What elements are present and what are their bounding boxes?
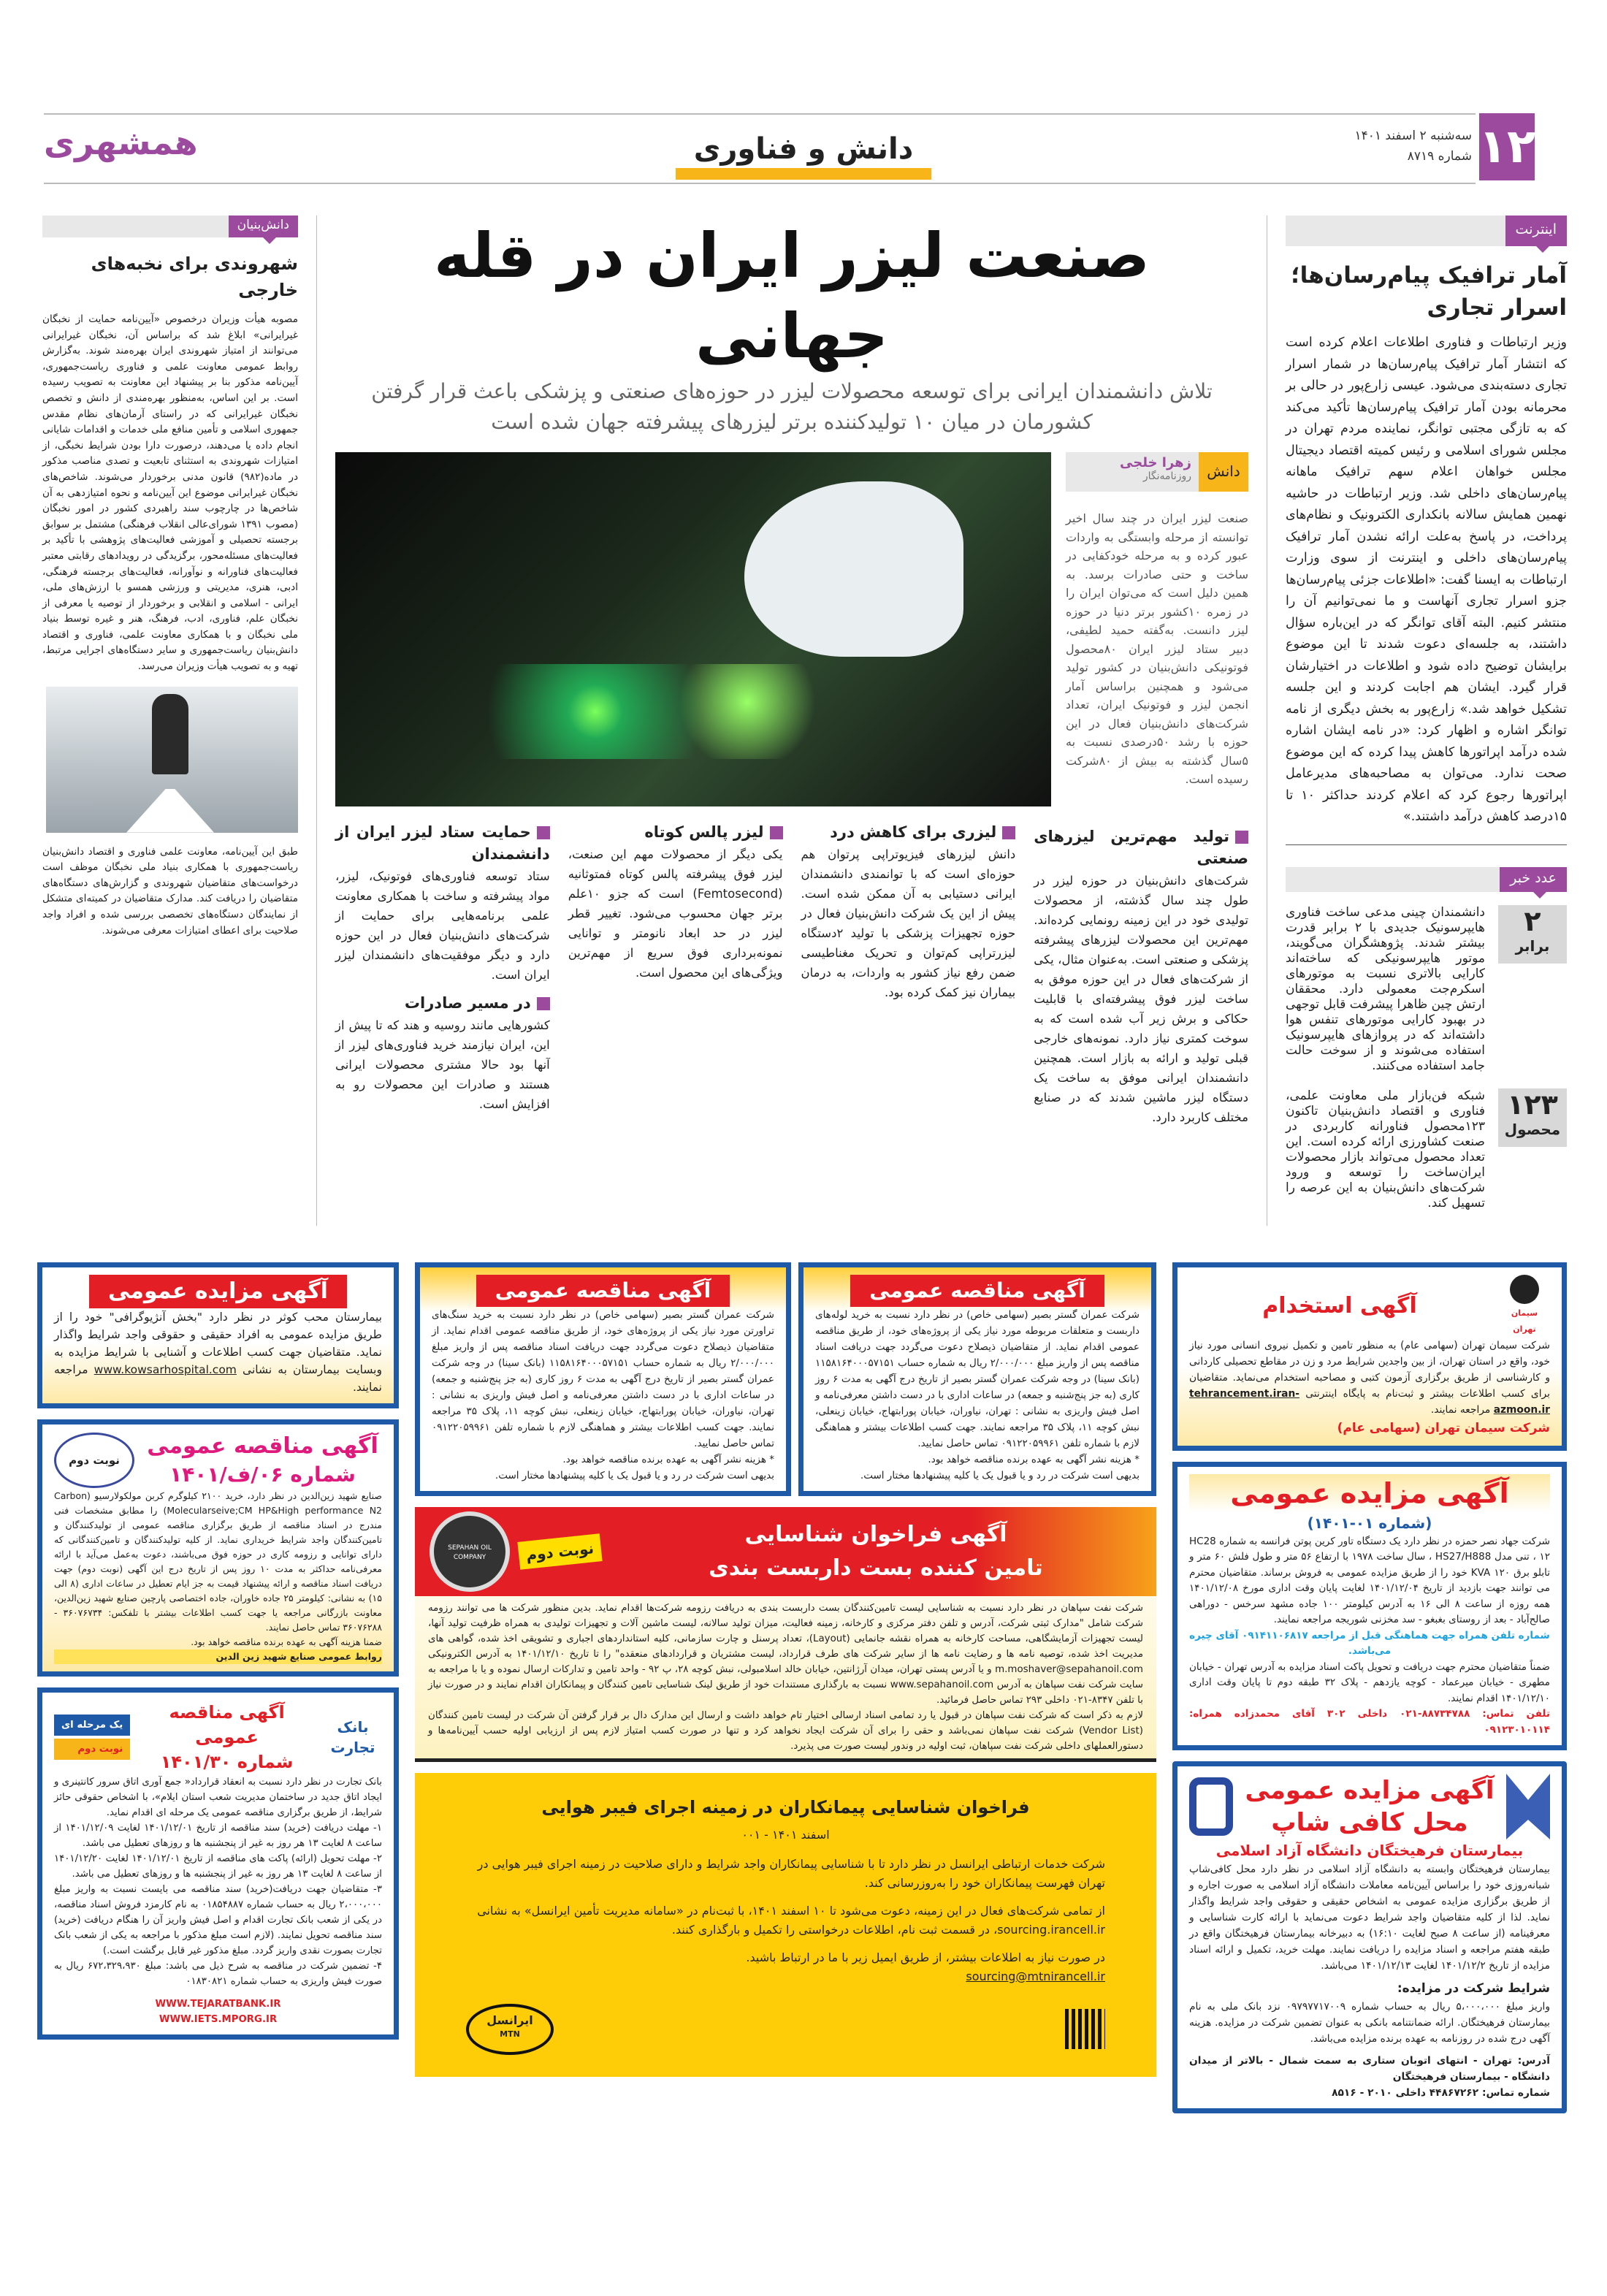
lead-subsection	[335, 821, 550, 985]
number-news-text: شبکه فن‌بازار ملی معاونت علمی، فناوری و اقتصاد دانش‌بنیان تاکنون ۱۲۳محصول فناورانه کاربردی در صنعت کشاورزی ارائه کرده است. این تعداد محصول می‌تواند بازار محصولات ایران‌ساخت را توسعه و ورود شرکت‌های دانش‌بنیان به این عرصه را تسهیل کند.	[1286, 1088, 1485, 1210]
ad-signature: شرکت سیمان تهران (سهامی عام)	[1337, 1420, 1550, 1435]
logo-text: ایرانسل	[486, 2013, 533, 2027]
ad-body-tail: بدیهی است شرکت در رد و یا قبول یک یا کلیه پیشنهادها مختار است.	[860, 1469, 1140, 1481]
lead-subhead: تلاش دانشمندان ایرانی برای توسعه محصولات لیزر در حوزه‌های صنعتی و پزشکی باعث قرار گرفتن کشورمان در میان ۱۰ تولیدکننده برتر لیزرهای پیشرفته جهان شده است	[371, 379, 1213, 434]
ad-conditions-title: شرایط شرکت در مزایده:	[1397, 1981, 1550, 1996]
farhikhtegan-hospital-logo	[1189, 1777, 1233, 1836]
issue-number: شماره ۸۷۱۹	[1407, 149, 1472, 164]
ad-titles	[610, 1518, 1142, 1585]
subsection-text: دانش لیزرهای فیزیوتراپی پرتوان هم حوزه‌ای است که با توانمندی دانشمندان ایرانی دستیابی به آن ممکن شده است. پیش از این یک شرکت دانش‌بنیان فعال در حوزه تجهیزات پزشکی با تولید ۲دستگاه لیزرتراپی کم‌توان و تحریک مغناطیسی ضمن رفع نیاز کشور به واردات، به درمان بیماران نیز کمک کرده بود.	[801, 847, 1016, 999]
ad-item: ۳- متقاضیان جهت دریافت(خرید) سند مناقصه می بایست نسبت به واریز مبلغ ۲،۰۰۰،۰۰۰ ریال به حساب شماره ۰۱۸۵۴۸۸۷ به نام کارمزد فروش اسناد مناقصه، در یکی از شعب بانک تجارت اقدام و اصل فیش واریز آن را هنگام دریافت (خرید) سند مناقصه تحویل نمایند. (لازم است مبلغ مذکور با مراجعه به یکی از شعب بانک تجارت بصورت نقدی واریز گردد. مبلغ مذکور غیر قابل برگشت است.)	[54, 1883, 382, 1956]
subsection-text: شرکت‌های دانش‌بنیان در حوزه لیزر در طول چند سال گذشته، از محصولات تولیدی خود در این زمینه رونمایی کرده‌اند. مهم‌ترین این محصولات لیزرهای پیشرفته پزشکی و صنعتی است. به‌عنوان مثال، یکی از شرکت‌های فعال در این حوزه موفق به ساخت لیزر فوق پیشرفته‌ای با قابلیت حکاکی و برش زیر آب شده است که به سوخت کمتری نیاز دارد. نمونه‌های خارجی قبلی تولید و ارائه به بازار است. همچنین دانشمندان ایرانی موفق به ساخت یک دستگاه لیزر ماشین شدند که در صنایع مختلف کاربرد دارد.	[1034, 874, 1248, 1124]
ad-title: آگهی مزایده عمومی	[1189, 1474, 1550, 1512]
ad-farhikhtegan-auction	[1172, 1761, 1567, 2113]
ad-body-note: لازم به ذکر است که شرکت نفت سپاهان در قبول یا رد تمامی اسناد ارسالی اختیار تام خواهد داشت و ارسال این مدارک دال بر قرار گرفتن آن شرکت در لیست تامین کنندگان (Vendor List) شرکت نفت سپاهان نمی‌باشد و حقی را برای آن شرکت ایجاد نخواهد کرد و تنها در صورت کسب امتیاز لازم پس از ارزیابی اولیه حسب آیین‌نامه‌ها و دستورالعملهای داخلی شرکت نفت سپاهان، ثبت اولیه در وندور لیست صورت می پذیرد.	[428, 1709, 1143, 1752]
logo-text: سیمان تهران	[1511, 1308, 1538, 1334]
subsection-title: لیزری برای کاهش درد	[801, 821, 1016, 843]
subsection-title: در مسیر صادرات	[335, 992, 550, 1014]
ad-title: آگهی مناقصه عمومی	[850, 1275, 1104, 1307]
ad-title: فراخوان شناسایی پیمانکاران در زمینه اجرای فیبر هوایی	[541, 1796, 1030, 1818]
cement-logo	[1499, 1275, 1550, 1338]
lead-top-row	[335, 452, 1248, 806]
ad-conditions: واریز مبلغ ۵،۰۰۰،۰۰۰ ریال به حساب شماره ۰۹۷۹۷۷۱۷۰۰۹ نزد بانک ملی به نام بیمارستان فرهیختگان. ارائه ضمانتنامه بانکی به عنوان تضمین شرکت در مزایده. هزینه آگهی درج شده در روزنامه به عهده برنده مزایده می‌باشد.	[1189, 2001, 1550, 2045]
lead-subsection	[335, 992, 550, 1114]
irancell-logo	[466, 2004, 554, 2055]
ad-titles	[1242, 1774, 1497, 1839]
second-round-badge: نوبت دوم	[517, 1533, 602, 1570]
ad-code: اسفند ۱۴۰۱ - ۰۰۱	[741, 1827, 830, 1842]
tab-label: دانش‌بنیان	[229, 216, 298, 237]
right-column	[1286, 216, 1567, 1226]
header-bottom-rule	[44, 183, 1476, 184]
article-body-continued: طبق این آیین‌نامه، معاونت علمی فناوری و اقتصاد دانش‌بنیان ریاست‌جمهوری با همکاری بنیاد ملی نخبگان موظف است درخواست‌های متقاضیان شهروندی و گزارش‌های دستگاه‌های متقاضیان را دریافت کند. مدارک متقاضیان در کمیته‌ای متشکل از نمایندگان دستگاه‌های تخصصی بررسی شده و افراد واجد صلاحیت برای اعطای امتیازات معرفی می‌شوند.	[42, 845, 298, 937]
header-top-rule	[44, 113, 1476, 115]
lead-subsection	[1034, 825, 1248, 1127]
ad-header	[54, 1432, 382, 1489]
subsection-title: تولید مهم‌ترین لیزرهای صنعتی	[1034, 825, 1248, 869]
ad-note: * هزینه نشر آگهی به عهده برنده مناقصه خواهد بود.	[928, 1453, 1140, 1465]
qr-code-icon	[1065, 2009, 1105, 2049]
ad-item: ۲- مهلت تحویل (ارائه) پاکت های مناقصه از تاریخ ۱۴۰۱/۱۲/۰۱ لغایت ۱۴۰۱/۱۲/۲۰ از ساعت ۸ لغایت ۱۳ هر روز به غیر از پنجشنبه ها و روزهای تعطیل می باشد.	[54, 1853, 382, 1880]
divider	[1286, 844, 1567, 845]
lead-subsections	[335, 821, 1248, 1127]
ad-header	[1189, 1275, 1550, 1338]
section-title: دانش و فناوری	[676, 130, 931, 180]
ad-body: در صورت نیاز به اطلاعات بیشتر، از طریق ایمیل زیر با ما در ارتباط باشید.	[746, 1950, 1105, 1964]
ads-tender-row	[415, 1262, 1156, 1496]
ad-body-tail: مراجعه نمایند.	[54, 1362, 382, 1394]
author-role: روزنامه‌نگار	[1142, 470, 1191, 482]
ad-body: شرکت سیمان تهران (سهامی عام) به منظور تامین و تکمیل نیروی انسانی مورد نیاز خود، واقع در استان تهران، از بین واجدین شرایط مرد و زن در مقاطع تحصیلی کاردانی و کارشناسی از طریق برگزاری آزمون کتبی و مصاحبه استخدام می‌نماید. متقاضیان برای کسب اطلاعات بیشتر و ثبت‌نام به پایگاه اینترنتی	[1189, 1339, 1550, 1400]
ads-area	[40, 1262, 1567, 2114]
ad-contact: تلفن تماس: ۸۸۷۳۴۷۸۸-۰۲۱ داخلی ۳۰۲ آقای محمدزاده همراه: ۰۹۱۲۳۰۱۰۱۱۴	[1189, 1708, 1551, 1736]
ad-body: بیمارستان فرهیختگان وابسته به دانشگاه آزاد اسلامی در نظر دارد محل کافی‌شاپ شبانه‌روزی خود را براساس آیین‌نامه معاملات دانشگاه آزاد اسلامی به صورت اجاره و از طریق برگزاری مزایده عمومی به اشخاص حقیقی و حقوقی واجد شرایط واگذار نماید. لذا از کلیه متقاضیان واجد شرایط دعوت می‌نماید با ارائه کارت شناسایی و معرفینامه (از ساعت ۸ صبح لغایت ۱۶:۱۰) به دبیرخانه بیمارستان فرهیختگان واقع در طبقه هفتم مراجعه و اسناد مزایده را دریافت نمایند. مهلت خرید، تکمیل و ارائه اسناد مزایده از تاریخ ۱۴۰۱/۱۲/۲ لغایت ۱۴۰۱/۱۲/۱۳ می‌باشد.	[1189, 1864, 1550, 1972]
article-headline: شهروندی برای نخبه‌های خارجی	[91, 253, 298, 300]
ad-kowsar-auction	[37, 1262, 399, 1408]
subsection-text: کشورهایی مانند روسیه و هند که تا پیش از این، ایران نیازمند خرید فناوری‌های لیزر از آنها بود حالا مشتری محصولات ایرانی هستند و صادرات این محصولات رو به افزایش است.	[335, 1018, 550, 1111]
ad-link[interactable]: tehrancement.iran-azmoon.ir	[1189, 1387, 1550, 1416]
second-round-badge: نوبت دوم	[54, 1739, 130, 1760]
ad-link[interactable]: WWW.TEJARATBANK.IR	[155, 1998, 281, 2010]
number-value: ۱۲۳	[1507, 1088, 1558, 1121]
section-tab-numbers	[1286, 867, 1567, 892]
article-kind: دانش	[1199, 452, 1248, 492]
lead-article	[335, 216, 1248, 1127]
tab-label: عدد خبر	[1500, 867, 1567, 892]
lead-headline: صنعت لیزر ایران در قله جهانی	[434, 220, 1150, 372]
ad-omran-tender-pipes	[798, 1262, 1156, 1496]
ad-title: آگهی استخدام	[1262, 1292, 1417, 1319]
number-box	[1498, 905, 1567, 964]
article-photo-businessman-umbrella	[46, 687, 298, 833]
ad-number: شماره ۰۶/ف/۱۴۰۱	[169, 1462, 356, 1487]
lead-side	[1066, 452, 1248, 789]
ad-signature: روابط عمومی صنایع شهید زین الدین	[54, 1649, 382, 1664]
ad-subtitle: تامین کننده بست داربست بندی	[709, 1555, 1043, 1581]
ad-note: * هزینه نشر آگهی به عهده برنده مناقصه خواهد بود.	[562, 1453, 774, 1465]
newspaper-logo: همشهری	[44, 123, 198, 162]
ad-link[interactable]: WWW.IETS.MPORG.IR	[159, 2013, 278, 2025]
ad-item: ۴- تضمین شرکت در مناقصه به شرح ذیل می باشد: مبلغ ۶۷۲،۳۲۹،۹۳۰ ریال به صورت فیش واریزی به حساب شماره ۰۱۸۳۰۸۲۱	[54, 1960, 382, 1987]
ad-number: (شماره ۰۱-۱۴۰۱)	[1307, 1514, 1432, 1532]
page-header	[40, 0, 1567, 197]
section-tab-internet	[1286, 216, 1567, 246]
azad-university-logo	[1506, 1774, 1550, 1839]
bank-tejarat-logo: بانک تجارت	[330, 1717, 375, 1756]
ad-title: آگهی مزایده عمومی	[89, 1275, 347, 1308]
page-number: ۱۲	[1479, 113, 1535, 180]
sepahan-oil-logo: SEPAHAN OIL COMPANY	[430, 1511, 510, 1592]
ads-left-column	[37, 1262, 399, 2040]
ad-content	[415, 1596, 1156, 1758]
ad-body: شرکت نفت سپاهان در نظر دارد نسبت به شناسایی لیست تامین‌کنندگان بست داربست بندی به دریافت رزومه شرکت‌ها اقدام نماید. بدین منظور شرکت ها می توانند رزومه شرکت شامل "مدارک ثبتی شرکت، آدرس و تلفن دفتر مرکزی و کارخانه، زمینه فعالیت، میزان تولید سالانه، لیست ماشین آلات و تجهیزات تولیدی به همراه ظرفیت تولید آنها، لیست تجهیزات آزمایشگاهی، مساحت کارخانه به همراه نقشه جانمایی (Layout)، تعداد پرسنل و چارت سازمانی، کلیه استانداردهای اجباری و تشویقی اخذ شده، گواهی های مدیریت اخذ شده، توصیه نامه ها و رضایت نامه ها از سایر شرکت های طرف قرارداد، لیست مشتریان و قراردادهای منعقده" را تا تاریخ ۱۴۰۱/۱۲/۱۰ به آدرس الکترونیکی m.moshaver@sepahanoil.com و یا آدرس پستی تهران، میدان آرژانتین، خیابان خالد اسلامبولی، نبش کوچه ۲۸، پ ۹۲ - واحد تامین و تدارکات ارسال نموده و یا با مراجعه به سایت شرکت نفت سپاهان به آدرس www.sepahanoil.com نسبت به بارگذاری مستندات خود از طریق لینک شناسایی تامین کنندگان و پیمانکاران اقدام نمایند و در صورت نیاز با تلفن ۸۳۴۷-۰۲۱ داخلی ۲۹۳ تماس حاصل فرمائید.	[428, 1602, 1143, 1706]
ad-address: آدرس: تهران - انتهای اتوبان ستاری به سمت شمال - بالاتر از میدان دانشگاه - بیمارستان فرهیختگان	[1189, 2055, 1550, 2083]
lead-intro: صنعت لیزر ایران در چند سال اخیر توانسته از مرحله وابستگی به واردات عبور کرده و به مرحله خودکفایی در ساخت و حتی صادرات برسد. به همین دلیل است که می‌توان ایران را در زمره ۱۰کشور برتر دنیا در حوزه لیزر دانست. به‌گفته حمید لطیفی، دبیر ستاد لیزر ایران ۸۰محصول فوتونیکی دانش‌بنیان در کشور تولید می‌شود و همچنین براساس آمار انجمن لیزر و فوتونیک ایران، تعداد شرکت‌های دانش‌بنیان فعال در این حوزه با رشد ۵۰درصدی نسبت به ۵سال گذشته به بیش از ۸۰شرکت رسیده است.	[1066, 511, 1249, 786]
ad-header	[415, 1507, 1156, 1596]
article-body: وزیر ارتباطات و فناوری اطلاعات اعلام کرده است که انتشار آمار ترافیک پیام‌رسان‌ها در شمار اسرار تجاری دسته‌بندی می‌شود. عیسی زارع‌پور در حالی بر محرمانه بودن آمار ترافیک پیام‌رسان‌ها تأکید می‌کند که به تازگی مجتبی توانگر، نماینده مردم تهران در مجلس شورای اسلامی و رئیس کمیته اقتصاد دیجیتال مجلس خواهان اعلام سهم ترافیک ماهانه پیام‌رسان‌های داخلی شد. وزیر ارتباطات در حاشیه نهمین همایش سالانه بانکداری الکترونیک و نظام‌های پرداخت، در پاسخ به‌علت ارائه نشدن آمار ترافیک پیام‌رسان‌های داخلی و اینترنت از سوی وزارت ارتباطات به ایسنا گفت: «اطلاعات جزئی پیام‌رسان‌ها جزو اسرار تجاری آنهاست و ما نمی‌توانیم آن را منتشر کنیم. البته آقای توانگر که در این‌باره سؤال داشتند، به جلسه‌ای دعوت شدند تا این موضوع برایشان توضیح داده شود و اطلاعات در اختیارشان قرار گیرد. ایشان هم اجابت کردند و این جلسه تشکیل خواهد شد.» زارع‌پور به بخش دیگری از نامه توانگر اشاره و اظهار کرد: «در نامه ایشان اشاره شده درآمد اپراتورها کاهش پیدا کرده که این موضوع صحت ندارد. می‌توان به مصاحبه‌های مدیرعامل اپراتورها رجوع کرد که اعلام کردند حداکثر ۱۰ تا ۱۵درصد کاهش درآمد داشتند.»	[1286, 335, 1567, 824]
column-divider	[316, 216, 317, 1226]
number-unit: محصول	[1504, 1120, 1561, 1138]
ad-jahad-auction	[1172, 1462, 1567, 1751]
ad-irancell-fiber-call	[415, 1773, 1156, 2077]
ad-omran-tender-travertine	[415, 1262, 791, 1496]
subsection-text: ستاد توسعه فناوری‌های فوتونیک، لیزر، مواد پیشرفته و ساخت با همکاری معاونت علمی برنامه‌هایی برای حمایت از شرکت‌های دانش‌بنیان فعال در این حوزه دارد و دیگر موفقیت‌های دانشمندان لیزر ایران است.	[335, 869, 550, 982]
articles-area	[40, 216, 1567, 1226]
subsection-text: یکی دیگر از محصولات مهم این صنعت، لیزر فوق پیشرفته پالس کوتاه فمتوثانیه (Femtosecond) است که جزو ۱۰علم برتر جهان محسوب می‌شود. تغییر قطر لیزر در حد ابعاد نانومتر و توانایی نمونه‌برداری فوق سریع از مهم‌ترین ویژگی‌های این محصول است.	[568, 847, 783, 980]
ad-header	[1189, 1774, 1550, 1839]
ad-body: شرکت عمران گستر بصیر (سهامی خاص) در نظر دارد نسبت به خرید لوله‌های داربست و متعلقات مربوطه مورد نیاز یکی از پروژه‌های خود، از طریق مناقصه عمومی اقدام نماید. از متقاضیان ذیصلاح دعوت می‌گردد جهت دریافت اسناد مناقصه پس از واریز مبلغ ۲/۰۰۰/۰۰۰ ریال به شماره حساب ۱۱۵۸۱۶۴۰۰۰۵۷۱۵۱ (بانک سینا) در وجه شرکت عمران گستر بصیر از تاریخ درج آگهی به مدت ۶ روز کاری (به جز پنج‌شنبه و جمعه) در ساعات اداری با در دست داشتن معرفی‌نامه و اصل فیش واریزی به نشانی : تهران، نیاوران، خیابان پورابتهاج، خیابان زینعلی، نبش کوچه ۱۱، پلاک ۳۵ مراجعه نمایند. جهت کسب اطلاعات بیشتر و هماهنگی لازم با شماره تلفن ۰۹۱۲۲۰۵۹۹۶۱ تماس حاصل نمایید.	[815, 1308, 1140, 1449]
tab-label: اینترنت	[1505, 216, 1567, 246]
one-stage-badge: یک مرحله ای	[54, 1715, 130, 1736]
ad-body-tail: ضمناً متقاضیان محترم جهت دریافت و تحویل پاکت اسناد مزایده به آدرس تهران - خیابان مطهری - خیابان میرعماد - کوچه یازدهم - پلاک ۳۲ طبقه دوم تا پایان وقت اداری ۱۴۰۱/۱۲/۱۰ اقدام نمایند.	[1189, 1660, 1550, 1704]
section-tab-knowledge	[42, 216, 298, 237]
ad-body-tail: بدیهی است شرکت در رد و یا قبول یک یا کلیه پیشنهادها مختار است.	[495, 1469, 774, 1481]
ad-body: از تمامی شرکت‌های فعال در این زمینه، دعوت می‌شود تا ۱۰ اسفند ۱۴۰۱، با ثبت‌نام در «سامانه مدیریت تأمین ایرانسل» به نشانی sourcing.irancell.ir، در قسمت ثبت نام، اطلاعات درخواستی را تکمیل و بارگذاری کنند.	[477, 1903, 1105, 1937]
ad-tejarat-tender	[37, 1687, 399, 2040]
ad-phone: شماره تماس: ۴۴۸۶۷۲۶۲ داخلی ۲۰۱۰ - ۸۵۱۶	[1332, 2087, 1550, 2099]
subsection-title: حمایت ستاد لیزر ایران از دانشمندان	[335, 821, 550, 865]
ad-body: شرکت خدمات ارتباطی ایرانسل در نظر دارد تا با شناسایی پیمانکاران واجد شرایط و دارای صلاحیت در زمینه اجرای فیبر هوایی در تهران فهرست پیمانکاران خود را به‌روزرسانی کند.	[477, 1856, 1105, 1890]
ad-title: آگهی مزایده عمومی	[1245, 1776, 1495, 1805]
ad-phone: شماره تلفن همراه جهت هماهنگی قبل از مراجعه ۰۹۱۴۱۱۰۶۸۱۷ آقای چیره می‌باشد.	[1189, 1629, 1550, 1657]
author-name: زهرا خلجی	[1120, 455, 1191, 470]
ad-title: آگهی مناقصه عمومی	[147, 1433, 378, 1459]
ad-body: بیمارستان محب کوثر در نظر دارد "بخش آنژیوگرافی" خود را از طریق مزایده عمومی به افراد حقیقی و حقوقی واجد شرایط واگذار نماید. متقاضیان جهت کسب اطلاعات و آشنایی با شرایط مزایده به وبسایت بیمارستان به نشانی	[54, 1310, 382, 1376]
number-value: ۲	[1524, 904, 1541, 937]
subsection-title: لیزر پالس کوتاه	[568, 821, 783, 843]
number-news-item	[1286, 905, 1567, 1074]
ad-body-tail: مراجعه نمایند.	[1430, 1403, 1491, 1416]
ad-header	[54, 1700, 382, 1774]
author-box	[1066, 452, 1248, 492]
ad-link[interactable]: www.kowsarhospital.com	[93, 1362, 237, 1376]
issue-date: سه‌شنبه ۲ اسفند ۱۴۰۱	[1354, 129, 1472, 143]
issue-info	[1311, 126, 1472, 167]
number-box	[1498, 1088, 1567, 1147]
ad-org: بیمارستان فرهیختگان دانشگاه آزاد اسلامی	[1215, 1842, 1524, 1859]
lead-subsection	[568, 821, 783, 983]
logo-subtext: MTN	[500, 2029, 520, 2039]
number-news-text: دانشمندان چینی مدعی ساخت فناوری هایپرسونیک جدیدی با ۲ برابر قدرت بیشتر شدند. پژوهشگران می‌گویند، موتور هایپرسونیکی که ساخته‌اند کارایی بالاتری نسبت به موتورهای اسکرم‌جت معمولی دارد. محققان ارتش چین ظاهرا پیشرفت قابل توجهی در بهبود کارایی موتورهای تنفس هوا داشته‌اند که در پروازهای هایپرسونیک استفاده می‌شوند و از سوخت حالت جامد استفاده می‌کنند.	[1286, 904, 1485, 1073]
number-news-item	[1286, 1088, 1567, 1211]
ad-body: صنایع شهید زین‌الدین در نظر دارد، خرید ۲۱۰۰ کیلوگرم کربن مولکولارسیو (Carbon Molecularseive;CM HP&High performance N2) را مطابق مشخصات فنی مندرج در اسناد مناقصه از طریق برگزاری مناقصه عمومی از تولیدکنندگان و تامین‌کنندگان واجد شرایط خریداری نماید. از کلیه تولیدکنندگان و تامین‌کنندگانی که دارای توانایی و رزومه کاری در حوزه فوق می‌باشند، دعوت به‌عمل می‌آید با ارائه معرفی‌نامه حداکثر به مدت ۱۰ روز پس از تاریخ درج این آگهی (نوبت دوم) جهت دریافت اسناد مناقصه و ارائه پیشنهاد قیمت به جز ایام تعطیل در ساعات اداری (۸ الی ۱۵) به نشانی: کیلومتر ۲۵ جاده خاوران، جاده اختصاصی پارچین صنایع شهید زین‌الدین، معاونت بازرگانی مراجعه یا جهت کسب اطلاعات بیشتر با تلفکس: ۳۶۰۷۶۷۳۴ - ۳۶۰۷۶۲۸۸ تماس حاصل نمایند.	[54, 1490, 382, 1633]
lead-photo-laser-lab	[335, 452, 1051, 806]
ad-tehran-cement-hiring	[1172, 1262, 1567, 1451]
ad-body: شرکت عمران گستر بصیر (سهامی خاص) در نظر دارد نسبت به خرید سنگ‌های تراورتن مورد نیاز یکی از پروژه‌های خود، از طریق مناقصه عمومی اقدام نماید. از متقاضیان ذیصلاح دعوت می‌گردد جهت دریافت اسناد مناقصه پس از واریز مبلغ ۲/۰۰۰/۰۰۰ ریال به شماره حساب ۱۱۵۸۱۶۴۰۰۰۵۷۱۵۱ (بانک سینا) در وجه شرکت عمران گستر بصیر از تاریخ درج آگهی به مدت ۶ روز کاری (به جز پنج‌شنبه و جمعه) در ساعات اداری با در دست داشتن معرفی‌نامه و اصل فیش واریزی به نشانی : تهران، نیاوران، خیابان پورابتهاج، خیابان زینعلی، نبش کوچه ۱۱، پلاک ۳۵ مراجعه نمایند. جهت کسب اطلاعات بیشتر و هماهنگی لازم با شماره تلفن ۰۹۱۲۲۰۵۹۹۶۱ تماس حاصل نمایید.	[432, 1308, 774, 1449]
ad-subtitle: محل کافی شاپ	[1271, 1808, 1468, 1837]
ad-body: بانک تجارت در نظر دارد نسبت به انعقاد قرارداد« جمع آوری اتاق سرور کانتینری و ایجاد اتاق جدید در ساختمان مدیریت شعب استان ایلام»، با اشخاص حقوقی حائز شرایط، از طریق برگزاری مناقصه عمومی یک مرحله ای اقدام نماید.	[54, 1776, 382, 1818]
second-round-badge: نوبت دوم	[54, 1433, 134, 1488]
number-unit: برابر	[1515, 937, 1550, 955]
ad-sepahan-oil-call	[415, 1507, 1156, 1762]
ad-number: شماره ۱۴۰۱/۳۰	[160, 1751, 294, 1772]
ad-footer	[466, 2004, 1105, 2055]
article-headline: آمار ترافیک پیام‌رسان‌ها؛ اسرار تجاری	[1291, 262, 1567, 321]
ad-body: شرکت جهاد نصر حمزه در نظر دارد یک دستگاه تاور کرین پوتن فرانسه به شماره HC28 ، ۱۲ تنی مدل HS27/H888 ، سال ساخت ۱۹۷۸ با ارتفاع ۵۶ متر و طول فلش ۶۰ متر و تابلو برق ۱۲۰ KVA خود را از طریق مزایده عمومی به فروش برساند. متقاضیان محترم می توانند جهت بازدید از تاریخ ۱۴۰۱/۱۲/۰۴ لغایت پایان وقت اداری مورخ ۱۴۰۱/۱۲/۰۸ همه روزه از ساعت ۸ الی ۱۶ به آدرس کیلومتر ۱۰۰ جاده مشهد سرخس - دوراهی صالح‌آباد - بعد از روستای بغبغو - سد مخزنی شوریجه مراجعه نمایند.	[1189, 1535, 1550, 1625]
ad-title: آگهی فراخوان شناسایی	[744, 1521, 1007, 1547]
ad-titles	[143, 1432, 382, 1489]
ads-right-column	[1172, 1262, 1567, 2114]
ad-note: ضمنا هزینه آگهی به عهده برنده مناقصه خواهد بود.	[191, 1636, 382, 1647]
left-column	[42, 216, 298, 939]
author-info	[1112, 452, 1199, 492]
ad-item: ۱- مهلت دریافت (خرید) سند مناقصه از تاریخ ۱۴۰۱/۱۲/۰۱ لغایت ۱۴۰۱/۱۲/۰۹ از ساعت ۸ لغایت ۱۳ هر روز به غیر از پنجشنبه ها و روزهای تعطیل می باشد.	[54, 1822, 382, 1849]
article-body: مصوبه هیأت وزیران درخصوص «آیین‌نامه حمایت از نخبگان غیرایرانی» ابلاغ شد که براساس آن، نخبگان غیرایرانی می‌توانند از امتیاز شهروندی ایران بهره‌مند شوند. به‌گزارش روابط عمومی معاونت علمی و فناوری ریاست‌جمهوری، آیین‌نامه مذکور بنا بر پیشنهاد این معاونت به تصویب رسیده است. بر این اساس، به‌منظور بهره‌مندی از دانش و تخصص نخبگان غیرایرانی که در راستای آرمان‌های نظام مقدس جمهوری اسلامی و تأمین منافع ملی خدمات و اقدامات شایانی انجام داده یا می‌دهند، درصورت دارا بودن شرایط نخبگی، از امتیازات شهروندی به استثنای تابعیت و تصدی مناصب مذکور در ماده(۹۸۲) قانون مدنی برخوردار می‌شوند. شاخص‌های نخبگان غیرایرانی موضوع این آیین‌نامه و نحوه امتیازدهی به آن شاخص‌ها در چارچوب سند راهبردی کشور در امور نخبگان (مصوب ۱۳۹۱ شورای‌عالی انقلاب فرهنگی) مشتمل بر سوابق برجسته تحصیلی و آموزشی فعالیت‌های پژوهشی با تأکید بر فعالیت‌های مسئله‌محور، برگزیدگی در رویدادهای رقابتی معتبر فعالیت‌های فناورانه و نوآورانه، فعالیت‌های برجسته فرهنگی، ادبی، هنری، مدیریتی و ورزشی همسو با ارزش‌های ملی، ایرانی - اسلامی و انقلابی و برخوردار از توصیه یا معرفی از نخبگان علم، فناوری، ادب، فرهنگ، هنر و غیره توسط بنیاد ملی نخبگان و با همکاری معاونت علمی، فناوری و اقتصاد دانش‌بنیان ریاست‌جمهوری و سایر دستگاه‌های اجرایی مرتبط، تهیه و به تصویب هیأت وزیران می‌رسد.	[42, 313, 299, 673]
ad-title: آگهی مناقصه عمومی	[476, 1275, 730, 1307]
ads-middle-column	[415, 1262, 1156, 2077]
ad-email-link[interactable]: sourcing@mtnirancell.ir	[966, 1969, 1105, 1983]
ad-zeinoddin-tender	[37, 1419, 399, 1677]
ad-title: آگهی مناقصه عمومی	[169, 1701, 285, 1747]
lead-subsection	[801, 821, 1016, 1002]
